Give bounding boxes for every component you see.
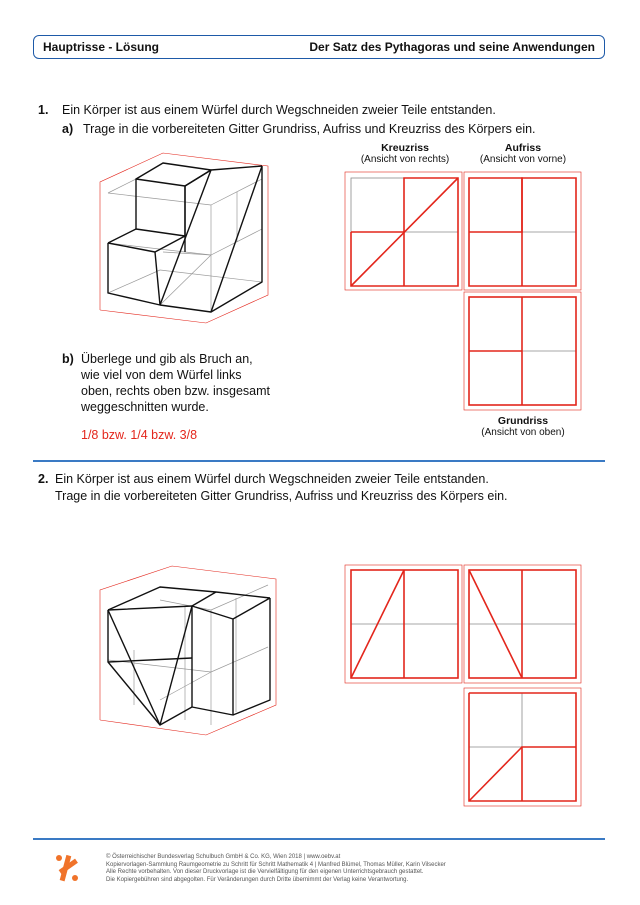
task1-answer: 1/8 bzw. 1/4 bzw. 3/8 bbox=[81, 428, 198, 442]
task1-aufriss-grid bbox=[464, 172, 581, 290]
kreuzriss-label-1: Kreuzriss (Ansicht von rechts) bbox=[360, 142, 450, 165]
task1-a-label: a) bbox=[62, 122, 74, 136]
task1-intro: Ein Körper ist aus einem Würfel durch Wegschneiden zweier Teile entstanden. bbox=[62, 103, 496, 117]
task1-kreuzriss-grid bbox=[345, 172, 462, 290]
task2-aufriss-grid bbox=[464, 565, 581, 683]
publisher-logo-icon bbox=[56, 855, 78, 881]
task1-number: 1. bbox=[38, 103, 49, 117]
task1-cube-drawing bbox=[100, 153, 268, 323]
task2-line-1: Ein Körper ist aus einem Würfel durch Wegschneiden zweier Teile entstanden. bbox=[55, 472, 489, 486]
task2-grundriss-grid bbox=[464, 688, 581, 806]
task2-cube-drawing bbox=[100, 566, 276, 735]
task1-b-line-2: wie viel von dem Würfel links bbox=[81, 368, 242, 382]
footer-text: © Österreichischer Bundesverlag Schulbuch GmbH & Co. KG, Wien 2018 | www.oebv.at Kopiervorlagen-Sammlung Raumgeometrie zu Schritt für Schritt Mathematik 4 | Manfred Blümel, Thomas Müller, Karin Vilsecker Alle Rechte vorbehalten. Von dieser Druckvorlage ist die Vervielfältigung für den eigenen Unterrichtsgebrauch gestattet. Die Kopiergebühren sind abgegolten. Für Veränderungen durch Dritte übernimmt der Verlag keine Verantwortung. bbox=[106, 854, 446, 883]
task1-b-label: b) bbox=[62, 352, 74, 366]
task2-line-2: Trage in die vorbereiteten Gitter Grundriss, Aufriss und Kreuzriss des Körpers ein. bbox=[55, 489, 508, 503]
task1-b-line-4: weggeschnitten wurde. bbox=[81, 400, 209, 414]
task1-grundriss-grid bbox=[464, 292, 581, 410]
task1-a-text: Trage in die vorbereiteten Gitter Grundriss, Aufriss und Kreuzriss des Körpers ein. bbox=[83, 122, 536, 136]
header-left-title: Hauptrisse - Lösung bbox=[43, 40, 160, 54]
task2-number: 2. bbox=[38, 472, 49, 486]
aufriss-label-1: Aufriss (Ansicht von vorne) bbox=[479, 142, 567, 165]
task1-b-line-1: Überlege und gib als Bruch an, bbox=[81, 352, 253, 366]
task2-kreuzriss-grid bbox=[345, 565, 462, 683]
header-right-title: Der Satz des Pythagoras und seine Anwendungen bbox=[309, 40, 595, 54]
grundriss-label-1: Grundriss (Ansicht von oben) bbox=[481, 415, 565, 438]
task1-b-line-3: oben, rechts oben bzw. insgesamt bbox=[81, 384, 271, 398]
